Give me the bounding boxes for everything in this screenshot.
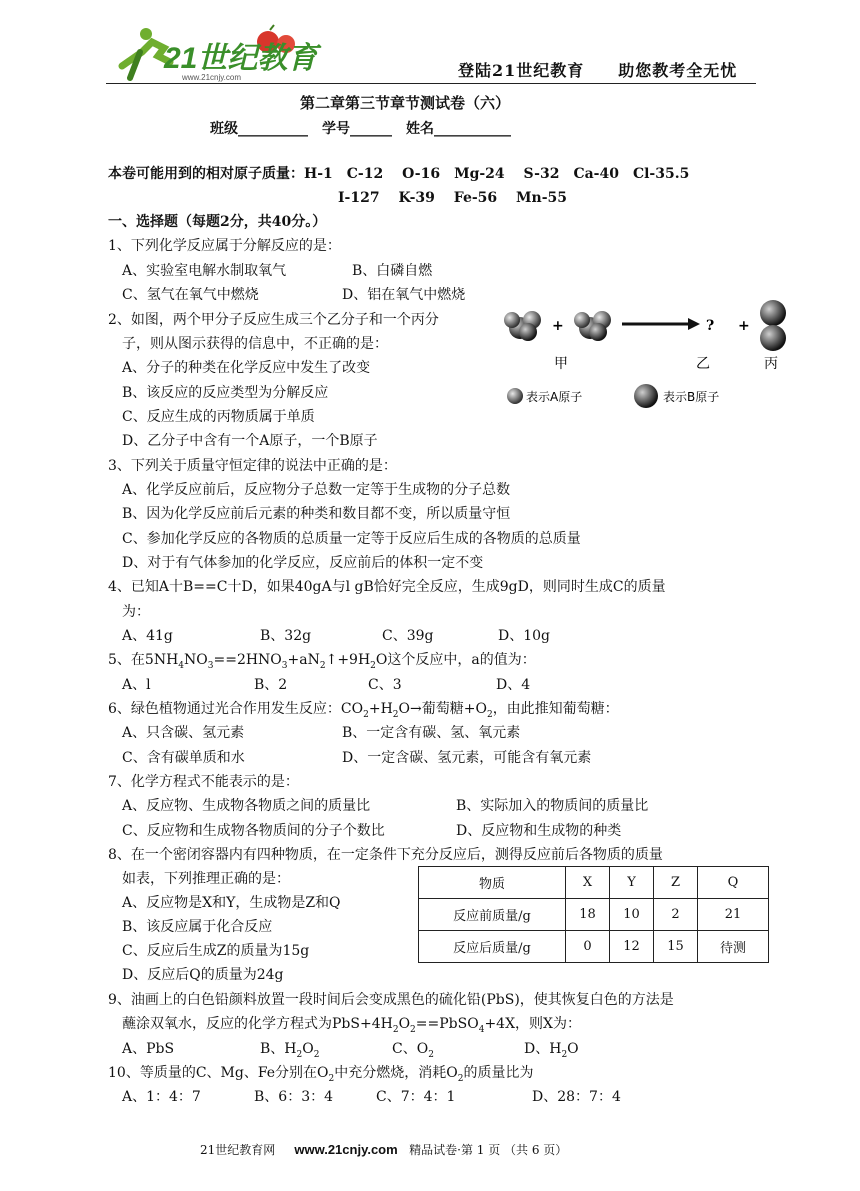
- footer-site: 21世纪教育网: [200, 1143, 276, 1157]
- molecule-bing: [760, 300, 786, 351]
- q9-option-d: D、$H_2O$: [524, 1041, 579, 1060]
- legend-b-label: 表示B原子: [663, 390, 720, 404]
- q2-option-b: B、该反应的反应类型为分解反应: [122, 385, 329, 401]
- table-row: [419, 931, 769, 963]
- molecule-jia-1: [504, 311, 541, 341]
- footer-page-info: 精品试卷·第 1 页 （共 6 页）: [409, 1143, 568, 1157]
- header-divider: [106, 83, 756, 84]
- q8-option-d: D、反应后Q的质量为24g: [122, 967, 284, 983]
- q9-stem-2: 蘸涂双氧水，反应的化学方程式为$PbS+4H_2O_2==PbSO_4+4X$，则X为：: [122, 1016, 582, 1035]
- table-header-cell: Q: [698, 867, 769, 899]
- q1-option-a: A、实验室电解水制取氧气: [122, 263, 287, 279]
- table-header-cell: Y: [610, 867, 654, 899]
- q4-option-d: D、10g: [498, 628, 551, 644]
- q10-option-b: B、6：3：4: [254, 1089, 334, 1105]
- label-jia: 甲: [554, 356, 568, 372]
- q1-option-d: D、铝在氧气中燃烧: [342, 287, 466, 303]
- plus-sign-2: +: [738, 318, 750, 334]
- q8-stem-1: 8、在一个密闭容器内有四种物质，在一定条件下充分反应后，测得反应前后各物质的质量: [108, 847, 663, 863]
- label-bing: 丙: [764, 356, 778, 372]
- legend-a-label: 表示A原子: [526, 390, 583, 404]
- q4-option-b: B、32g: [260, 628, 312, 644]
- q6-option-c: C、含有碳单质和水: [122, 750, 245, 766]
- q7-option-d: D、反应物和生成物的种类: [456, 823, 622, 839]
- q4-stem-2: 为：: [122, 604, 150, 620]
- table-cell: 反应后质量/g: [419, 931, 566, 963]
- q7-option-a: A、反应物、生成物各物质之间的质量比: [122, 798, 371, 814]
- atomic-masses-line-2: I-127 K-39 Fe-56 Mn-55: [338, 190, 567, 206]
- q9-option-a: A、PbS: [122, 1041, 175, 1057]
- plus-sign: +: [552, 318, 564, 334]
- table-header-cell: Z: [654, 867, 698, 899]
- footer-url[interactable]: www.21cnjy.com: [294, 1142, 398, 1157]
- q9-option-c: C、$O_2$: [392, 1041, 434, 1060]
- table-cell: 2: [654, 899, 698, 931]
- mass-table: [418, 866, 769, 963]
- q6-option-b: B、一定含有碳、氢、氧元素: [342, 725, 521, 741]
- q9-option-b: B、$H_2O_2$: [260, 1041, 320, 1060]
- table-row: [419, 899, 769, 931]
- table-cell: 18: [566, 899, 610, 931]
- table-cell: 0: [566, 931, 610, 963]
- q3-option-b: B、因为化学反应前后元素的种类和数目都不变，所以质量守恒: [122, 506, 511, 522]
- q5-option-b: B、2: [254, 677, 288, 693]
- q6-stem: 6、绿色植物通过光合作用发生反应：$CO_2+H_2O\to$葡萄糖$+O_2$，由此推知葡萄糖：: [108, 701, 619, 720]
- table-cell: 反应前质量/g: [419, 899, 566, 931]
- site-logo: [112, 22, 318, 84]
- table-cell: 12: [610, 931, 654, 963]
- q1-stem: 1、下列化学反应属于分解反应的是：: [108, 238, 341, 254]
- q8-option-a: A、反应物是X和Y，生成物是Z和Q: [122, 895, 341, 911]
- molecule-jia-2: [574, 311, 611, 341]
- q6-option-d: D、一定含碳、氢元素，可能含有氧元素: [342, 750, 592, 766]
- header-slogan: 登陆21世纪教育 助您教考全无忧: [458, 61, 738, 80]
- legend-b-atom: [634, 384, 658, 408]
- table-cell: 21: [698, 899, 769, 931]
- q4-option-c: C、39g: [382, 628, 434, 644]
- q2-stem-2: 子，则从图示获得的信息中，不正确的是：: [122, 336, 388, 352]
- reaction-arrow: [622, 318, 700, 330]
- q5-option-a: A、l: [122, 677, 151, 693]
- q2-stem-1: 2、如图，两个甲分子反应生成三个乙分子和一个丙分: [108, 312, 439, 328]
- student-info-line: 班级__________ 学号______ 姓名___________: [210, 121, 511, 137]
- q7-option-b: B、实际加入的物质间的质量比: [456, 798, 649, 814]
- q4-stem-1: 4、已知A十B==C十D，如果40gA与l gB恰好完全反应，生成9gD，则同时生成C的质量: [108, 579, 666, 595]
- table-cell: 15: [654, 931, 698, 963]
- q1-option-c: C、氢气在氧气中燃烧: [122, 287, 259, 303]
- q10-option-c: C、7：4：1: [376, 1089, 456, 1105]
- runner-icon: [122, 28, 170, 78]
- legend-a-atom: [507, 388, 523, 404]
- q8-stem-2: 如表，下列推理正确的是：: [122, 871, 290, 887]
- reaction-diagram: [498, 300, 788, 418]
- q2-option-a: A、分子的种类在化学反应中发生了改变: [122, 360, 371, 376]
- q3-stem: 3、下列关于质量守恒定律的说法中正确的是：: [108, 458, 397, 474]
- table-header-cell: X: [566, 867, 610, 899]
- table-header-row: [419, 867, 769, 899]
- table-cell: 待测: [698, 931, 769, 963]
- product-yi-question: ?: [706, 318, 715, 334]
- q10-option-d: D、28：7：4: [532, 1089, 621, 1105]
- q6-option-a: A、只含碳、氢元素: [122, 725, 245, 741]
- q7-stem: 7、化学方程式不能表示的是：: [108, 774, 299, 790]
- q10-stem: 10、等质量的C、Mg、Fe分别在$O_2$中充分燃烧，消耗$O_2$的质量比为: [108, 1065, 534, 1084]
- logo-url: www.21cnjy.com: [182, 73, 241, 82]
- section-heading: 一、选择题（每题2分，共40分。）: [108, 214, 327, 230]
- q2-option-d: D、乙分子中含有一个A原子，一个B原子: [122, 433, 378, 449]
- q5-option-c: C、3: [368, 677, 402, 693]
- q8-option-c: C、反应后生成Z的质量为15g: [122, 943, 310, 959]
- page-title: 第二章第三节章节测试卷（六）: [300, 94, 511, 112]
- q9-stem-1: 9、油画上的白色铅颜料放置一段时间后会变成黑色的硫化铅(PbS)，使其恢复白色的方法是: [108, 992, 674, 1008]
- label-yi: 乙: [696, 356, 710, 372]
- q2-option-c: C、反应生成的丙物质属于单质: [122, 409, 315, 425]
- q4-option-a: A、41g: [122, 628, 173, 644]
- q10-option-a: A、1：4：7: [122, 1089, 201, 1105]
- q1-option-b: B、白磷自燃: [352, 263, 433, 279]
- page-footer: [200, 1141, 567, 1158]
- logo-text: 21世纪教育: [164, 42, 318, 75]
- q5-option-d: D、4: [496, 677, 531, 693]
- atomic-masses-line-1: 本卷可能用到的相对原子质量：H-1 C-12 O-16 Mg-24 S-32 Ca-40 Cl-35.5: [108, 166, 690, 182]
- q5-stem: 5、在$5NH_4NO_3==2HNO_3+aN_2↑+9H_2O$这个反应中，a的值为：: [108, 652, 536, 671]
- table-header-cell: 物质: [419, 867, 566, 899]
- q7-option-c: C、反应物和生成物各物质间的分子个数比: [122, 823, 385, 839]
- q8-option-b: B、该反应属于化合反应: [122, 919, 273, 935]
- q3-option-d: D、对于有气体参加的化学反应，反应前后的体积一定不变: [122, 555, 484, 571]
- q3-option-a: A、化学反应前后，反应物分子总数一定等于生成物的分子总数: [122, 482, 511, 498]
- q3-option-c: C、参加化学反应的各物质的总质量一定等于反应后生成的各物质的总质量: [122, 531, 581, 547]
- table-cell: 10: [610, 899, 654, 931]
